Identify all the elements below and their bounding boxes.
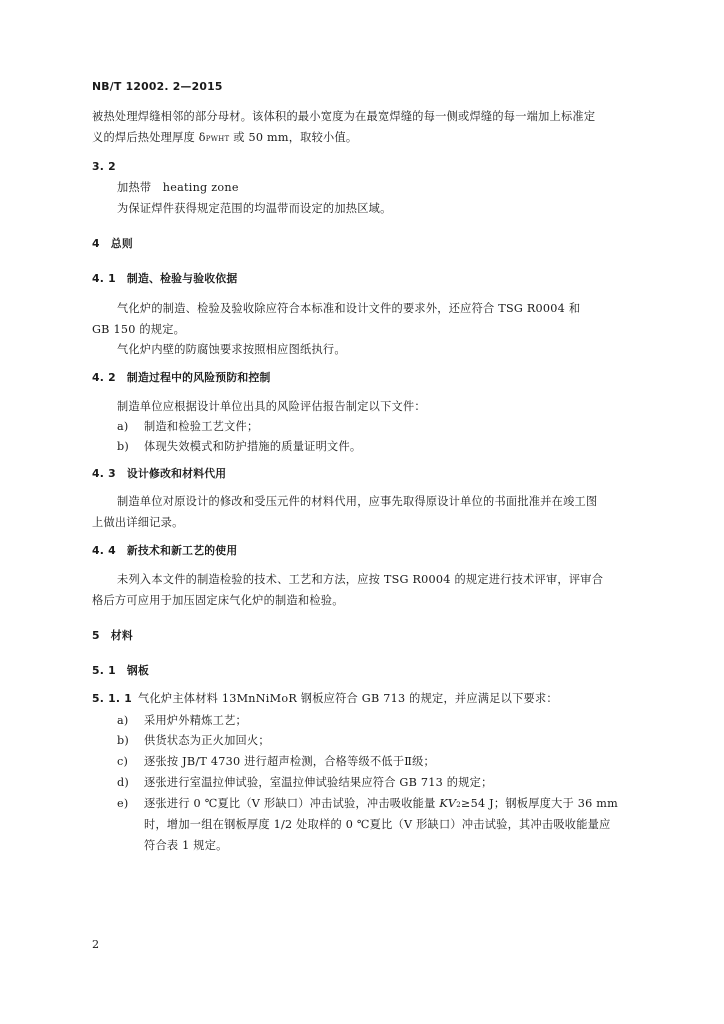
standard-number-header: NB/T 12002. 2—2015	[92, 80, 223, 93]
list-marker: a)	[117, 714, 129, 727]
clause-number: 5. 1. 1	[92, 692, 133, 705]
list-marker: a)	[117, 420, 129, 433]
list-marker: e)	[117, 797, 129, 810]
clause-heading: 4. 4 新技术和新工艺的使用	[92, 544, 238, 557]
paragraph-line: 制造单位应根据设计单位出具的风险评估报告制定以下文件：	[117, 400, 426, 413]
paragraph-line	[92, 131, 357, 146]
text-fragment: ≥54 J；钢板厚度大于 36 mm	[460, 797, 619, 810]
list-marker: c)	[117, 755, 129, 768]
list-item-text: 制造和检验工艺文件；	[144, 420, 259, 433]
paragraph-line: 未列入本文件的制造检验的技术、工艺和方法，应按 TSG R0004 的规定进行技术评审，评审合	[117, 573, 604, 586]
paragraph-line: 制造单位对原设计的修改和受压元件的材料代用，应事先取得原设计单位的书面批准并在竣工图	[117, 495, 598, 508]
list-item	[117, 420, 129, 434]
list-item-text: 逐张按 JB/T 4730 进行超声检测，合格等级不低于Ⅱ级；	[144, 755, 435, 768]
paragraph-line: 被热处理焊缝相邻的部分母材。该体积的最小宽度为在最宽焊缝的每一侧或焊缝的每一端加上标准定	[92, 110, 596, 123]
text-fragment: 或 50 mm，取较小值。	[229, 131, 358, 144]
section-heading: 4 总则	[92, 237, 133, 250]
clause-heading: 4. 1 制造、检验与验收依据	[92, 272, 238, 285]
subscript-2: 2	[456, 801, 461, 809]
text-fragment: 义的焊后热处理厚度 δ	[92, 131, 206, 144]
clause-heading: 5. 1 钢板	[92, 664, 150, 677]
paragraph-line: 气化炉主体材料 13MnNiMoR 钢板应符合 GB 713 的规定，并应满足以下要求：	[138, 692, 558, 705]
page-number: 2	[92, 938, 100, 951]
list-item	[117, 440, 129, 454]
text-fragment: 逐张进行 0 ℃夏比（V 形缺口）冲击试验，冲击吸收能量	[144, 797, 440, 810]
list-item-text	[144, 797, 618, 812]
paragraph-line: 气化炉的制造、检验及验收除应符合本标准和设计文件的要求外，还应符合 TSG R0004 和	[117, 302, 581, 315]
clause-number: 3. 2	[92, 160, 116, 173]
paragraph-line: 格后方可应用于加压固定床气化炉的制造和检验。	[92, 594, 344, 607]
symbol-kv: KV	[439, 797, 457, 810]
list-marker: b)	[117, 734, 130, 747]
section-heading: 5 材料	[92, 629, 133, 642]
list-marker: d)	[117, 776, 130, 789]
list-item-text: 采用炉外精炼工艺；	[144, 714, 247, 727]
clause-heading: 4. 2 制造过程中的风险预防和控制	[92, 371, 271, 384]
list-item-text: 体现失效模式和防护措施的质量证明文件。	[144, 440, 362, 453]
term-chinese-english: 加热带 heating zone	[117, 181, 239, 194]
paragraph-line: 气化炉内壁的防腐蚀要求按照相应图纸执行。	[117, 343, 346, 356]
term-definition: 为保证焊件获得规定范围的均温带而设定的加热区域。	[117, 202, 392, 215]
list-item-text: 供货状态为正火加回火；	[144, 734, 270, 747]
clause-heading: 4. 3 设计修改和材料代用	[92, 467, 227, 480]
list-item-text: 时，增加一组在钢板厚度 1/2 处取样的 0 ℃夏比（V 形缺口）冲击试验，其冲击吸收能量应	[144, 818, 611, 831]
paragraph-line: 上做出详细记录。	[92, 516, 184, 529]
list-item-text: 符合表 1 规定。	[144, 839, 228, 852]
paragraph-line: GB 150 的规定。	[92, 323, 186, 336]
subscript-pwht: PWHT	[205, 135, 230, 143]
list-marker: b)	[117, 440, 130, 453]
list-item-text: 逐张进行室温拉伸试验，室温拉伸试验结果应符合 GB 713 的规定；	[144, 776, 493, 789]
term-entry	[117, 181, 239, 195]
